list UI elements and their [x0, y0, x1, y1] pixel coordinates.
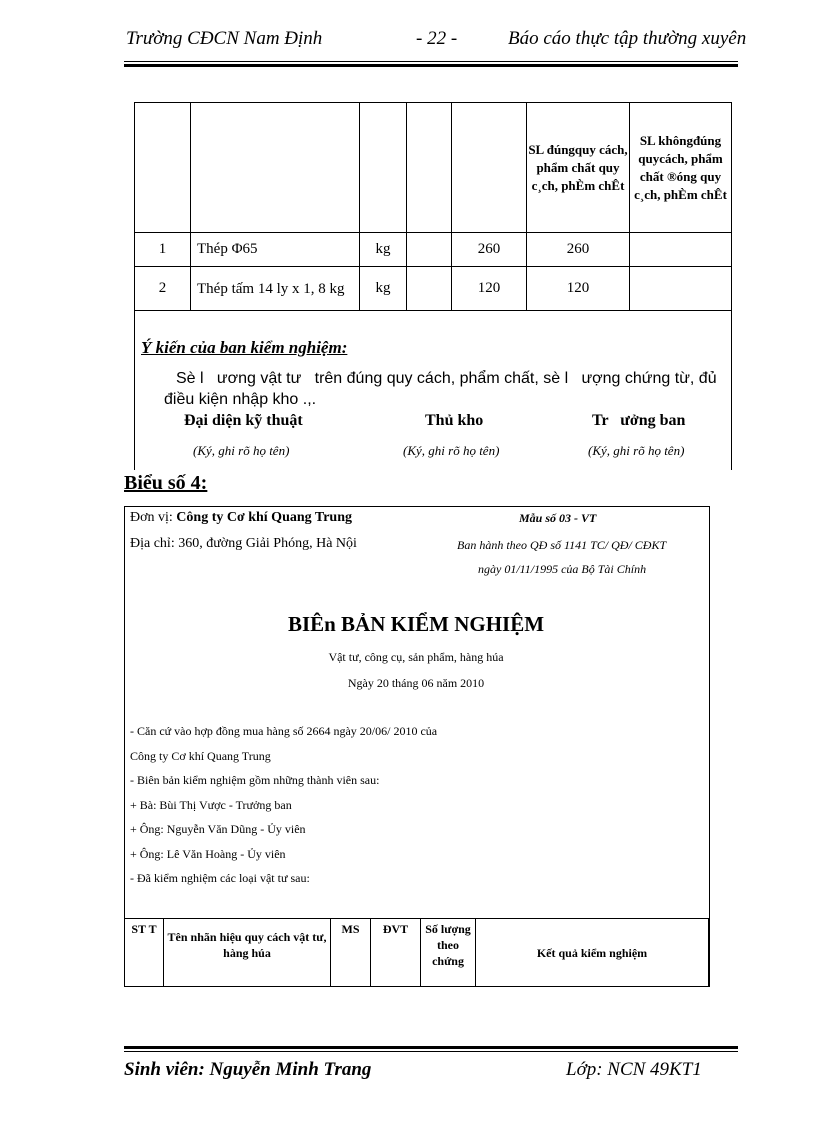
signature-technical: Đại diện kỹ thuật	[184, 412, 303, 429]
footer-rule-thin	[124, 1051, 738, 1052]
table-row	[135, 233, 732, 267]
table-cell	[407, 103, 452, 233]
row-stt: 1	[135, 233, 191, 267]
row-ok: 260	[527, 233, 630, 267]
section-title: Biểu số 4:	[124, 472, 208, 494]
row-qty: 120	[452, 267, 527, 311]
signature-note-2: (Ký, ghi rõ họ tên)	[403, 443, 500, 458]
table-cell	[407, 233, 452, 267]
form-line: Công ty Cơ khí Quang Trung	[130, 749, 271, 763]
form-subtitle: Vật tư, công cụ, sản phẩm, hàng húa	[328, 650, 504, 664]
footer-rule-thick	[124, 1046, 738, 1049]
header-rule-thick	[124, 64, 738, 67]
header-qty-not-ok: SL khôngđúng quycách, phẩm chất ®óng quy c¸ch, phÈm chÊt	[630, 103, 732, 233]
row-stt: 2	[135, 267, 191, 311]
header-page-number: - 22 -	[416, 28, 458, 49]
form-line: - Đã kiểm nghiệm các loại vật tư sau:	[130, 871, 310, 885]
header-rule-thin	[124, 61, 738, 62]
col-name: Tên nhãn hiệu quy cách vật tư, hàng húa	[164, 919, 331, 987]
header-qty-ok: SL đúngquy cách, phẩm chất quy c¸ch, phÈm chÊt	[527, 103, 630, 233]
signature-head: Tr ưởng ban	[592, 412, 686, 429]
row-not-ok	[630, 233, 732, 267]
table-row	[135, 267, 732, 311]
form-title: BIÊn BẢN KIỂM NGHIỆM	[287, 612, 545, 636]
table-cell	[135, 103, 191, 233]
table-cell	[191, 103, 360, 233]
opinion-text-line2: điều kiện nhập kho .,.	[164, 391, 317, 408]
decree: Ban hành theo QĐ số 1141 TC/ QĐ/ CĐKT	[457, 538, 667, 552]
signature-storekeeper: Thủ kho	[425, 412, 484, 429]
inspection-form	[124, 506, 710, 987]
form-code: Mẫu số 03 - VT	[519, 511, 597, 525]
unit-value: Công ty Cơ khí Quang Trung	[176, 510, 352, 525]
row-unit: kg	[360, 233, 407, 267]
form-line: + Bà: Bùi Thị Vược - Trưởng ban	[130, 798, 292, 812]
form-date: Ngày 20 tháng 06 năm 2010	[347, 676, 485, 690]
unit-line	[130, 510, 352, 526]
table-cell	[407, 267, 452, 311]
opinion-box-left-border	[134, 310, 135, 470]
col-qty: Số lượng theo chứng	[421, 919, 476, 987]
signature-note-1: (Ký, ghi rõ họ tên)	[193, 443, 290, 458]
form-line: - Biên bản kiểm nghiệm gồm những thành viên sau:	[130, 773, 380, 787]
form-line: - Căn cứ vào hợp đồng mua hàng số 2664 ngày 20/06/ 2010 của	[130, 724, 438, 738]
row-unit: kg	[360, 267, 407, 311]
opinion-text-line1: Sè l ương vật tư trên đúng quy cách, phẩm chất, sè l ượng chứng từ, đủ	[176, 370, 717, 387]
row-name: Thép tấm 14 ly x 1, 8 kg	[191, 267, 360, 311]
unit-label: Đơn vị:	[130, 510, 173, 525]
col-unit: ĐVT	[371, 919, 421, 987]
row-ok: 120	[527, 267, 630, 311]
footer-student: Sinh viên: Nguyễn Minh Trang	[124, 1059, 372, 1080]
form-line: + Ông: Nguyễn Văn Dũng - Ủy viên	[130, 822, 306, 836]
header-report-title: Báo cáo thực tập thường xuyên	[508, 28, 747, 49]
decree-date: ngày 01/11/1995 của Bộ Tài Chính	[478, 562, 647, 576]
form-table	[124, 918, 709, 987]
row-qty: 260	[452, 233, 527, 267]
footer-class: Lớp: NCN 49KT1	[566, 1059, 702, 1080]
row-name: Thép Φ65	[191, 233, 360, 267]
signature-note-3: (Ký, ghi rõ họ tên)	[588, 443, 685, 458]
address: Địa chỉ: 360, đường Giải Phóng, Hà Nội	[130, 536, 357, 551]
header-school: Trường CĐCN Nam Định	[126, 28, 323, 49]
table-cell	[360, 103, 407, 233]
row-not-ok	[630, 267, 732, 311]
form-line: + Ông: Lê Văn Hoàng - Ủy viên	[130, 847, 286, 861]
col-result: Kết quả kiểm nghiệm	[476, 919, 709, 987]
table-cell	[452, 103, 527, 233]
col-stt: ST T	[125, 919, 164, 987]
col-ms: MS	[331, 919, 371, 987]
opinion-box-right-border	[731, 310, 732, 470]
opinion-title: Ý kiến của ban kiểm nghiệm:	[141, 338, 348, 357]
inspection-table-continued	[134, 102, 732, 311]
